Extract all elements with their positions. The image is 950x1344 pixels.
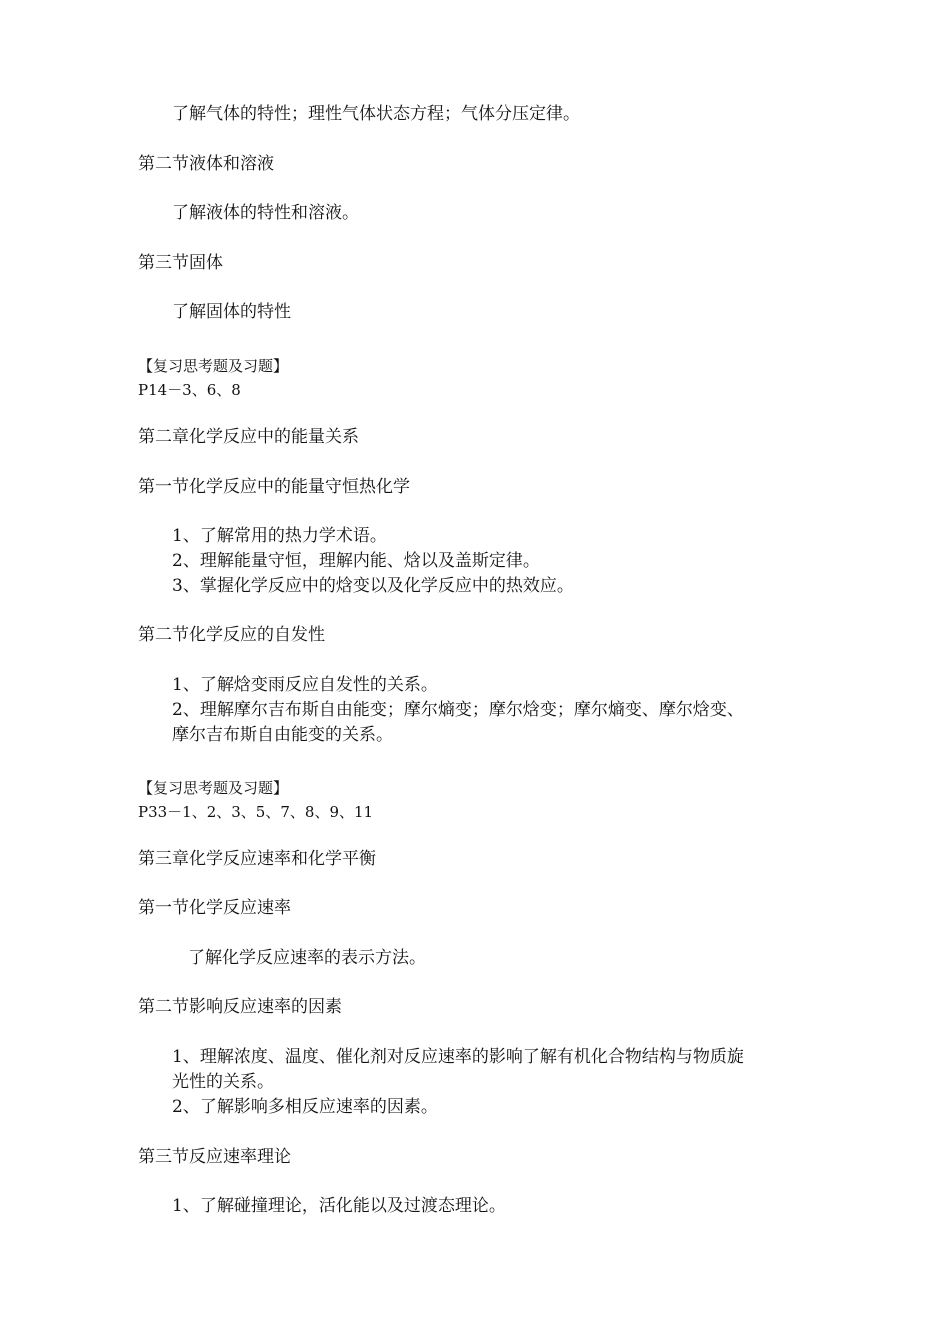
section-body: 了解液体的特性和溶液。 [172,203,359,223]
chapter-heading: 第三章化学反应速率和化学平衡 [138,849,376,869]
review-heading: 【复习思考题及习题】 [138,357,289,375]
section-heading: 第二节化学反应的自发性 [138,625,325,645]
section-body: 了解气体的特性；理性气体状态方程；气体分压定律。 [172,104,580,124]
review-heading: 【复习思考题及习题】 [138,779,289,797]
section-heading: 第一节化学反应速率 [138,898,291,918]
chapter-heading: 第二章化学反应中的能量关系 [138,427,359,447]
list-item: 1、理解浓度、温度、催化剂对反应速率的影响了解有机化合物结构与物质旋 [172,1047,744,1067]
section-body: 了解化学反应速率的表示方法。 [188,948,426,968]
list-item: 2、理解摩尔吉布斯自由能变；摩尔熵变；摩尔焓变；摩尔熵变、摩尔焓变、 [172,700,744,720]
section-heading: 第三节固体 [138,253,223,273]
section-body: 了解固体的特性 [172,302,291,322]
section-heading: 第二节影响反应速率的因素 [138,997,342,1017]
list-item: 1、了解碰撞理论，活化能以及过渡态理论。 [172,1196,506,1216]
review-items: P33－1、2、3、5、7、8、9、11 [138,803,374,821]
list-item: 摩尔吉布斯自由能变的关系。 [172,725,393,745]
section-heading: 第三节反应速率理论 [138,1147,291,1167]
list-item: 2、了解影响多相反应速率的因素。 [172,1097,438,1117]
list-item: 3、掌握化学反应中的焓变以及化学反应中的热效应。 [172,576,574,596]
section-heading: 第二节液体和溶液 [138,154,274,174]
list-item: 光性的关系。 [172,1072,274,1092]
list-item: 2、理解能量守恒，理解内能、焓以及盖斯定律。 [172,551,540,571]
list-item: 1、了解常用的热力学术语。 [172,526,387,546]
list-item: 1、了解焓变雨反应自发性的关系。 [172,675,438,695]
section-heading: 第一节化学反应中的能量守恒热化学 [138,477,410,497]
review-items: P14－3、6、8 [138,381,241,399]
